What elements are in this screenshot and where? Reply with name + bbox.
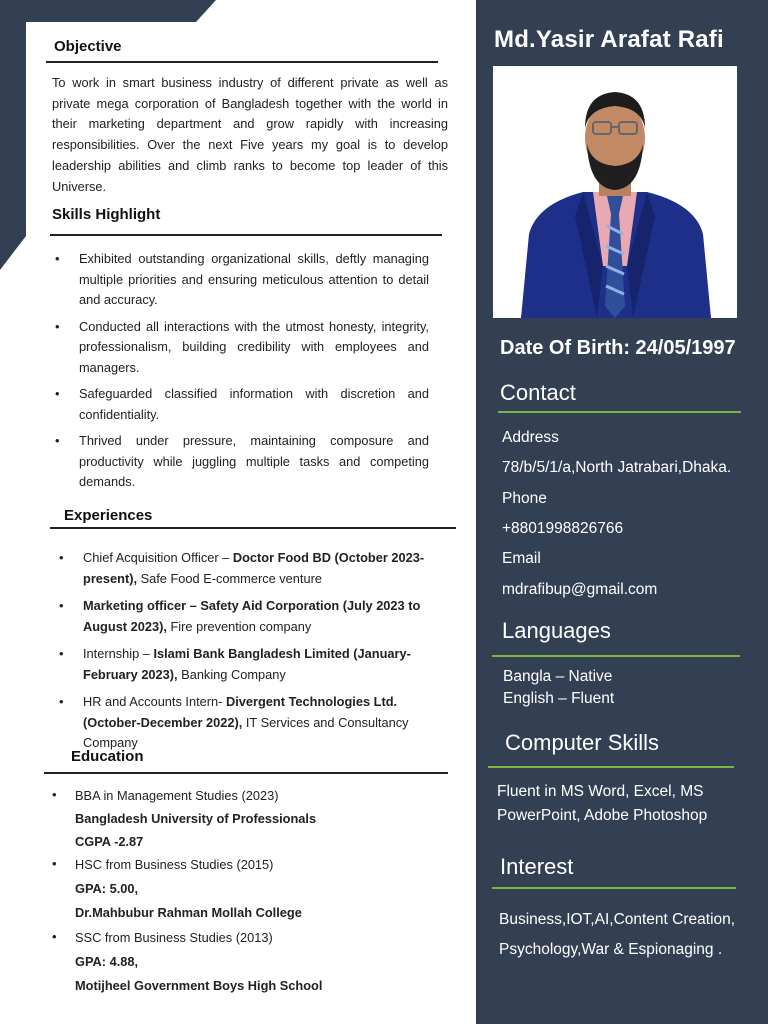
ssc-title: SSC from Business Studies (2013) xyxy=(75,930,273,945)
language-item: Bangla – Native xyxy=(503,668,613,685)
bullet-icon: • xyxy=(55,386,60,401)
list-item: • Internship – Islami Bank Bangladesh Limited (January-February 2023), Banking Company xyxy=(59,646,411,682)
language-item: English – Fluent xyxy=(503,690,615,707)
email-label: Email xyxy=(502,550,541,567)
bullet-icon: • xyxy=(55,251,60,266)
hsc-title: HSC from Business Studies (2015) xyxy=(75,857,274,872)
interest-heading: Interest xyxy=(500,854,574,879)
interest-line: Psychology,War & Espionaging . xyxy=(499,941,723,958)
phone-label: Phone xyxy=(502,490,547,507)
experiences-list xyxy=(59,548,445,761)
bullet-icon: • xyxy=(59,646,64,661)
address-label: Address xyxy=(502,429,559,446)
list-item: • Chief Acquisition Officer – Doctor Food BD (October 2023-present), Safe Food E-commerce venture xyxy=(59,550,425,586)
skills-heading: Skills Highlight xyxy=(52,206,161,223)
date-of-birth: Date Of Birth: 24/05/1997 xyxy=(500,337,736,359)
objective-heading: Objective xyxy=(54,38,122,55)
list-item: • Conducted all interactions with the utmost honesty, integrity, professionalism, building credibility with employees and managers. xyxy=(55,318,429,375)
experiences-heading: Experiences xyxy=(64,507,153,524)
bullet-icon: • xyxy=(55,433,60,448)
objective-divider xyxy=(46,61,438,63)
bullet-icon: • xyxy=(59,694,64,709)
list-item: • HR and Accounts Intern- Divergent Technologies Ltd. (October-December 2022), IT Services and Consultancy Company xyxy=(59,694,409,750)
bba-institution: Bangladesh University of Professionals xyxy=(75,811,317,826)
candidate-name: Md.Yasir Arafat Rafi xyxy=(494,26,724,53)
ssc-institution: Motijheel Government Boys High School xyxy=(75,978,323,993)
portrait-illustration xyxy=(493,66,737,318)
computer-skills-line: Fluent in MS Word, Excel, MS xyxy=(497,783,704,800)
bba-result: CGPA -2.87 xyxy=(75,834,144,849)
bullet-icon: • xyxy=(52,929,57,944)
sidebar xyxy=(476,0,768,1024)
address-value: 78/b/5/1/a,North Jatrabari,Dhaka. xyxy=(502,459,732,476)
list-item: • Exhibited outstanding organizational skills, deftly managing multiple priorities and ensuring meticulous attention to detail and accuracy. xyxy=(55,251,429,307)
bullet-icon: • xyxy=(55,318,60,334)
interest-divider xyxy=(492,887,736,889)
languages-heading: Languages xyxy=(502,618,611,643)
bba-title: BBA in Management Studies (2023) xyxy=(75,788,279,803)
education-divider xyxy=(44,772,448,774)
skills-divider xyxy=(50,234,442,236)
bullet-icon: • xyxy=(52,787,57,802)
computer-skills-heading: Computer Skills xyxy=(505,730,660,755)
languages-divider xyxy=(492,655,740,657)
email-value: mdrafibup@gmail.com xyxy=(502,581,658,598)
computer-skills-divider xyxy=(488,766,734,768)
computer-skills-line: PowerPoint, Adobe Photoshop xyxy=(497,807,708,824)
list-item: • Marketing officer – Safety Aid Corporation (July 2023 to August 2023), Fire prevention company xyxy=(59,598,421,634)
bullet-icon: • xyxy=(59,598,64,613)
bullet-icon: • xyxy=(52,856,57,871)
objective-text: To work in smart business industry of different private as well as private mega corporation of Bangladesh together with the world in their marketing department and grow rapidly with increasing responsibilities. Over the next Five years my goal is to develop leadership abilities and climb ranks to become top leader of this Universe. xyxy=(52,75,448,194)
contact-divider xyxy=(498,411,741,413)
corner-decoration-left xyxy=(0,0,26,270)
corner-decoration-top xyxy=(0,0,216,22)
ssc-result: GPA: 4.88, xyxy=(75,954,139,969)
phone-value: +8801998826766 xyxy=(502,520,624,537)
experiences-divider xyxy=(50,527,456,529)
list-item: • Safeguarded classified information with discretion and confidentiality. xyxy=(55,386,429,422)
interest-line: Business,IOT,AI,Content Creation, xyxy=(499,911,736,928)
skills-list xyxy=(55,249,429,499)
hsc-institution: Dr.Mahbubur Rahman Mollah College xyxy=(75,905,302,920)
contact-heading: Contact xyxy=(500,380,576,405)
profile-photo xyxy=(493,66,737,318)
education-heading: Education xyxy=(71,748,144,765)
bullet-icon: • xyxy=(59,550,64,565)
list-item: • Thrived under pressure, maintaining composure and productivity while juggling multiple tasks and competing demands. xyxy=(55,433,429,489)
hsc-result: GPA: 5.00, xyxy=(75,881,139,896)
